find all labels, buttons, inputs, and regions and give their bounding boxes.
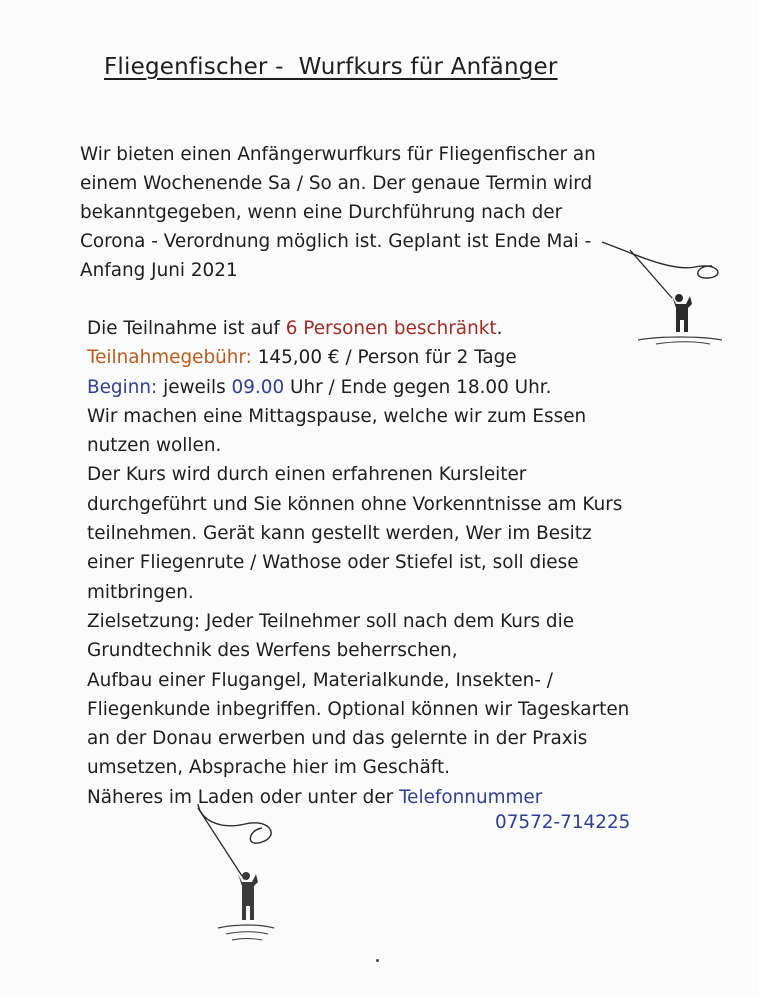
fly-fisherman-icon — [190, 800, 290, 950]
body-line: umsetzen, Absprache hier im Geschäft. — [87, 757, 451, 779]
phone-number: 07572-714225 — [495, 812, 631, 833]
body-line: mitbringen. — [87, 581, 194, 603]
body-line: einer Fliegenrute / Wathose oder Stiefel ist, soll diese — [87, 552, 579, 574]
page-title: Fliegenfischer - Wurfkurs für Anfänger — [104, 54, 558, 80]
phone-label: Telefonnummer — [399, 786, 543, 808]
contact-line: Näheres im Laden oder unter der Telefonnummer — [87, 786, 543, 808]
body-line: Grundtechnik des Werfens beherrschen, — [87, 640, 458, 662]
start-label: Beginn: — [87, 376, 158, 398]
start-line: Beginn: jeweils 09.00 Uhr / Ende gegen 18.00 Uhr. — [87, 376, 552, 398]
body-line: teilnehmen. Gerät kann gestellt werden, Wer im Besitz — [87, 523, 592, 545]
body-line: Der Kurs wird durch einen erfahrenen Kursleiter — [87, 464, 527, 486]
body-line: Wir machen eine Mittagspause, welche wir zum Essen — [87, 405, 587, 427]
body-line: durchgeführt und Sie können ohne Vorkenntnisse am Kurs — [87, 493, 623, 515]
body-line: nutzen wollen. — [87, 435, 222, 457]
fee-label: Teilnahmegebühr: — [87, 347, 252, 369]
body-line: Aufbau einer Flugangel, Materialkunde, Insekten- / — [87, 669, 553, 691]
participants-line: Die Teilnahme ist auf 6 Personen beschränkt. — [87, 318, 503, 339]
fee-line: Teilnahmegebühr: 145,00 € / Person für 2 Tage — [87, 347, 517, 369]
intro-paragraph: Wir bieten einen Anfängerwurfkurs für Fliegenfischer an einem Wochenende Sa / So an. Der genaue Termin wird bekanntgegeben, wenn eine Durchführung nach der Corona - Verordnung möglich ist. Geplant ist Ende Mai - Anfang Juni 2021 — [80, 144, 596, 281]
speck — [376, 959, 379, 962]
body-line: Zielsetzung: Jeder Teilnehmer soll nach dem Kurs die — [87, 610, 575, 632]
body-line: an der Donau erwerben und das gelernte in der Praxis — [87, 728, 588, 750]
details-section — [87, 314, 727, 812]
body-line: Fliegenkunde inbegriffen. Optional können wir Tageskarten — [87, 698, 630, 720]
